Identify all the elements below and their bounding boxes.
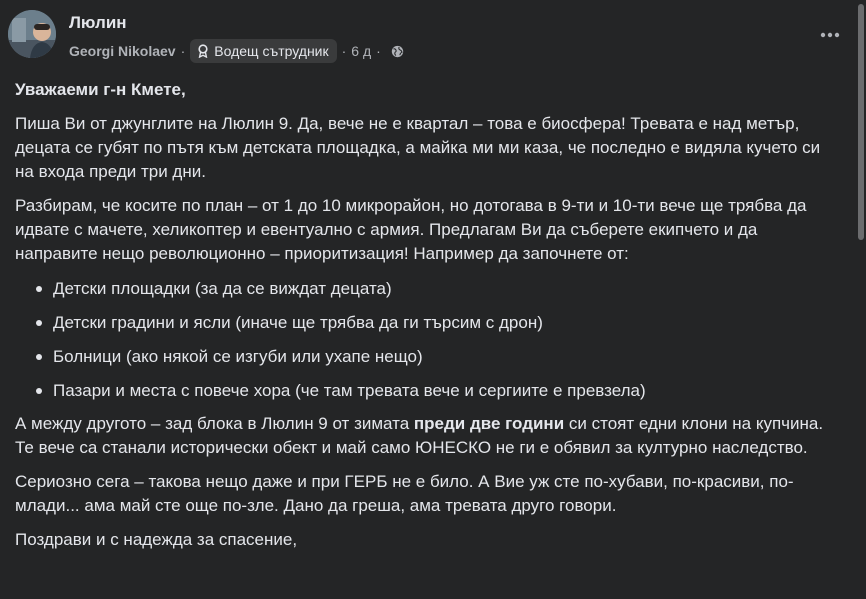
post-paragraph-4: Сериозно сега – такова нещо даже и при ГЕРБ не е било. А Вие уж сте по-хубави, по-красиви, по-млади... ама май сте още по-зле. Дано да греша, ама тревата друго говори. bbox=[15, 472, 794, 515]
list-item: Болници (ако някой се изгуби или ухапе нещо) bbox=[15, 344, 835, 370]
scrollbar-thumb[interactable] bbox=[858, 4, 864, 240]
post-body bbox=[15, 78, 835, 562]
post-paragraph-2: Разбирам, че косите по план – от 1 до 10 микрорайон, но дотогава в 9-ти и 10-ти вече ще трябва да идвате с мачете, хеликоптер и евентуално с армия. Предлагам Ви да съберете екипчето и да направите нещо революционно – приоритизация! Например да започнете от: bbox=[15, 196, 807, 263]
group-avatar[interactable] bbox=[8, 10, 56, 58]
post-paragraph-1: Пиша Ви от джунглите на Люлин 9. Да, вече не е квартал – това е биосфера! Тревата е над метър, децата се губят по пътя към детската площадка, а майка ми ми каза, че последно е видяла кучето си на входа преди три дни. bbox=[15, 114, 821, 181]
meta-separator: · bbox=[341, 43, 347, 59]
priority-list bbox=[15, 276, 835, 404]
list-item: Детски площадки (за да се виждат децата) bbox=[15, 276, 835, 302]
paragraph-3-bold: преди две години bbox=[413, 414, 565, 433]
contributor-badge[interactable] bbox=[190, 39, 336, 63]
post-header bbox=[0, 0, 866, 70]
more-horizontal-icon[interactable] bbox=[812, 17, 848, 53]
award-ribbon-icon bbox=[197, 44, 209, 58]
meta-separator: · bbox=[180, 43, 186, 59]
list-item: Детски градини и ясли (иначе ще трябва да ги търсим с дрон) bbox=[15, 310, 835, 336]
post-paragraph-3 bbox=[15, 412, 835, 460]
badge-label: Водещ сътрудник bbox=[214, 43, 329, 59]
meta-separator: · bbox=[376, 43, 381, 59]
paragraph-3-end: си стоят едни клони на купчина. Те вече са станали исторически обект и май само ЮНЕСКО не ги е обявил за културно наследство. bbox=[15, 414, 824, 457]
avatar-photo-icon bbox=[8, 10, 56, 58]
post-greeting: Уважаеми г-н Кмете, bbox=[15, 80, 186, 99]
post-closing: Поздрави и с надежда за спасение, bbox=[15, 530, 298, 549]
post-meta bbox=[69, 39, 404, 63]
post-time[interactable]: 6 д bbox=[351, 43, 372, 59]
paragraph-3-start: А между другото – зад блока в Люлин 9 от зимата bbox=[15, 414, 414, 433]
group-name[interactable]: Люлин bbox=[69, 13, 127, 32]
author-name[interactable]: Georgi Nikolaev bbox=[69, 43, 176, 59]
list-item: Пазари и места с повече хора (че там тревата вече и сергиите е превзела) bbox=[15, 378, 835, 404]
globe-icon[interactable] bbox=[391, 45, 404, 58]
